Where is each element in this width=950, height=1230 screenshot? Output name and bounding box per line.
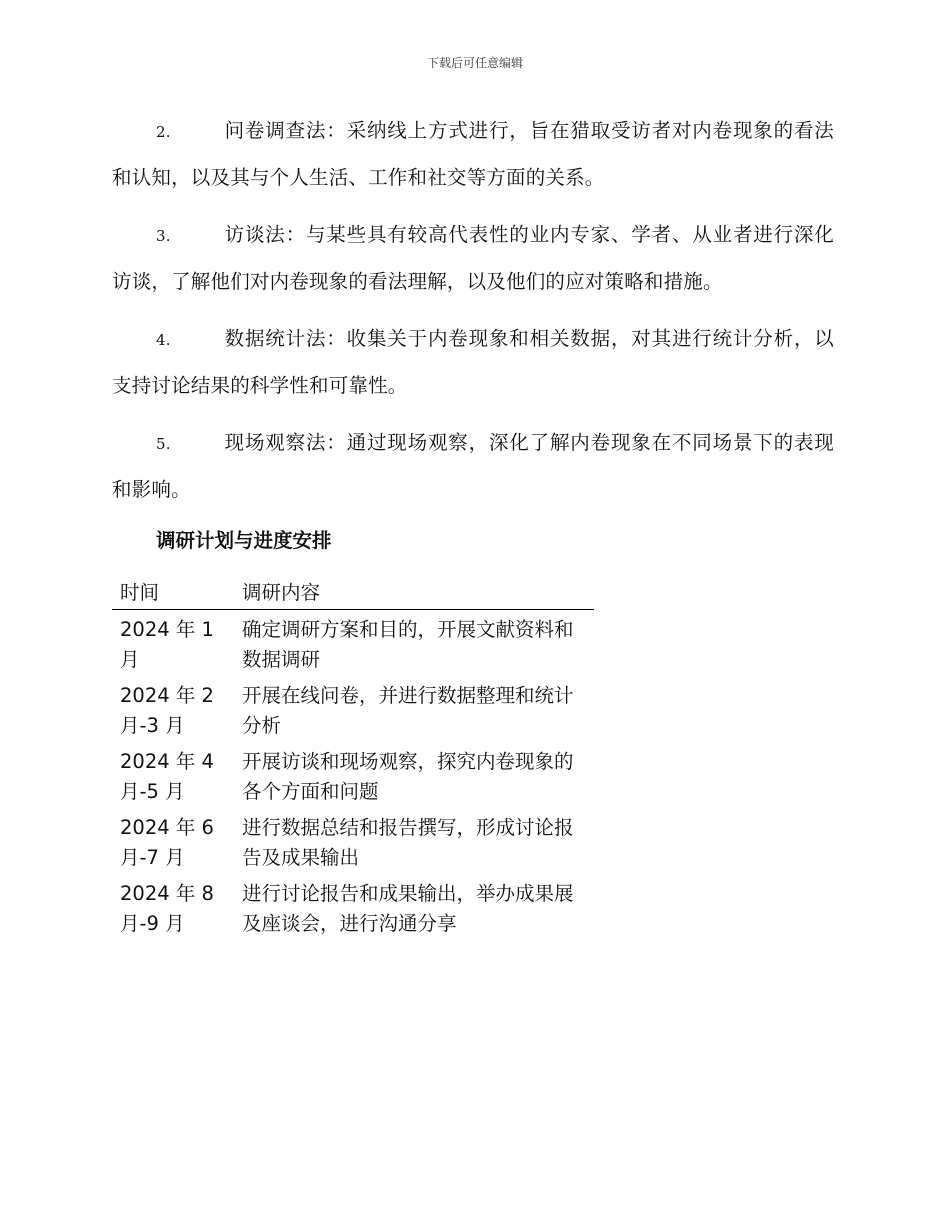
table-row	[112, 610, 594, 677]
paragraph-method-2	[112, 108, 834, 200]
column-header-time: 时间	[112, 578, 234, 610]
list-number: 5.	[156, 435, 171, 453]
cell-content: 进行讨论报告和成果输出，举办成果展及座谈会，进行沟通分享	[242, 882, 574, 935]
table-row	[112, 808, 594, 874]
cell-content: 确定调研方案和目的，开展文献资料和数据调研	[242, 618, 574, 671]
cell-time: 2024 年 8 月-9 月	[120, 882, 214, 935]
paragraph-text: 问卷调查法：采纳线上方式进行，旨在猎取受访者对内卷现象的看法和认知，以及其与个人生活、工作和社交等方面的关系。	[112, 119, 834, 189]
column-header-content: 调研内容	[234, 578, 594, 610]
document-body	[112, 108, 834, 940]
table-row	[112, 742, 594, 808]
paragraph-text: 访谈法：与某些具有较高代表性的业内专家、学者、从业者进行深化访谈，了解他们对内卷现象的看法理解，以及他们的应对策略和措施。	[112, 223, 834, 293]
table-header-row	[112, 578, 594, 610]
section-title: 调研计划与进度安排	[156, 529, 332, 552]
paragraph-method-3	[112, 212, 834, 304]
table-row	[112, 676, 594, 742]
schedule-table	[112, 578, 594, 940]
paragraph-text: 现场观察法：通过现场观察，深化了解内卷现象在不同场景下的表现和影响。	[112, 431, 834, 501]
cell-content: 开展在线问卷，并进行数据整理和统计分析	[242, 684, 574, 737]
list-number: 2.	[156, 123, 171, 141]
list-number: 3.	[156, 227, 171, 245]
cell-time: 2024 年 2 月-3 月	[120, 684, 214, 737]
cell-time: 2024 年 4 月-5 月	[120, 750, 214, 803]
header-note: 下载后可任意编辑	[426, 56, 523, 70]
list-number: 4.	[156, 331, 171, 349]
paragraph-method-5	[112, 420, 834, 512]
paragraph-method-4	[112, 316, 834, 408]
cell-time: 2024 年 6 月-7 月	[120, 816, 214, 869]
cell-time: 2024 年 1 月	[120, 618, 214, 671]
paragraph-text: 数据统计法：收集关于内卷现象和相关数据，对其进行统计分析，以支持讨论结果的科学性和可靠性。	[112, 327, 834, 397]
cell-content: 进行数据总结和报告撰写，形成讨论报告及成果输出	[242, 816, 574, 869]
cell-content: 开展访谈和现场观察，探究内卷现象的各个方面和问题	[242, 750, 574, 803]
table-row	[112, 874, 594, 940]
